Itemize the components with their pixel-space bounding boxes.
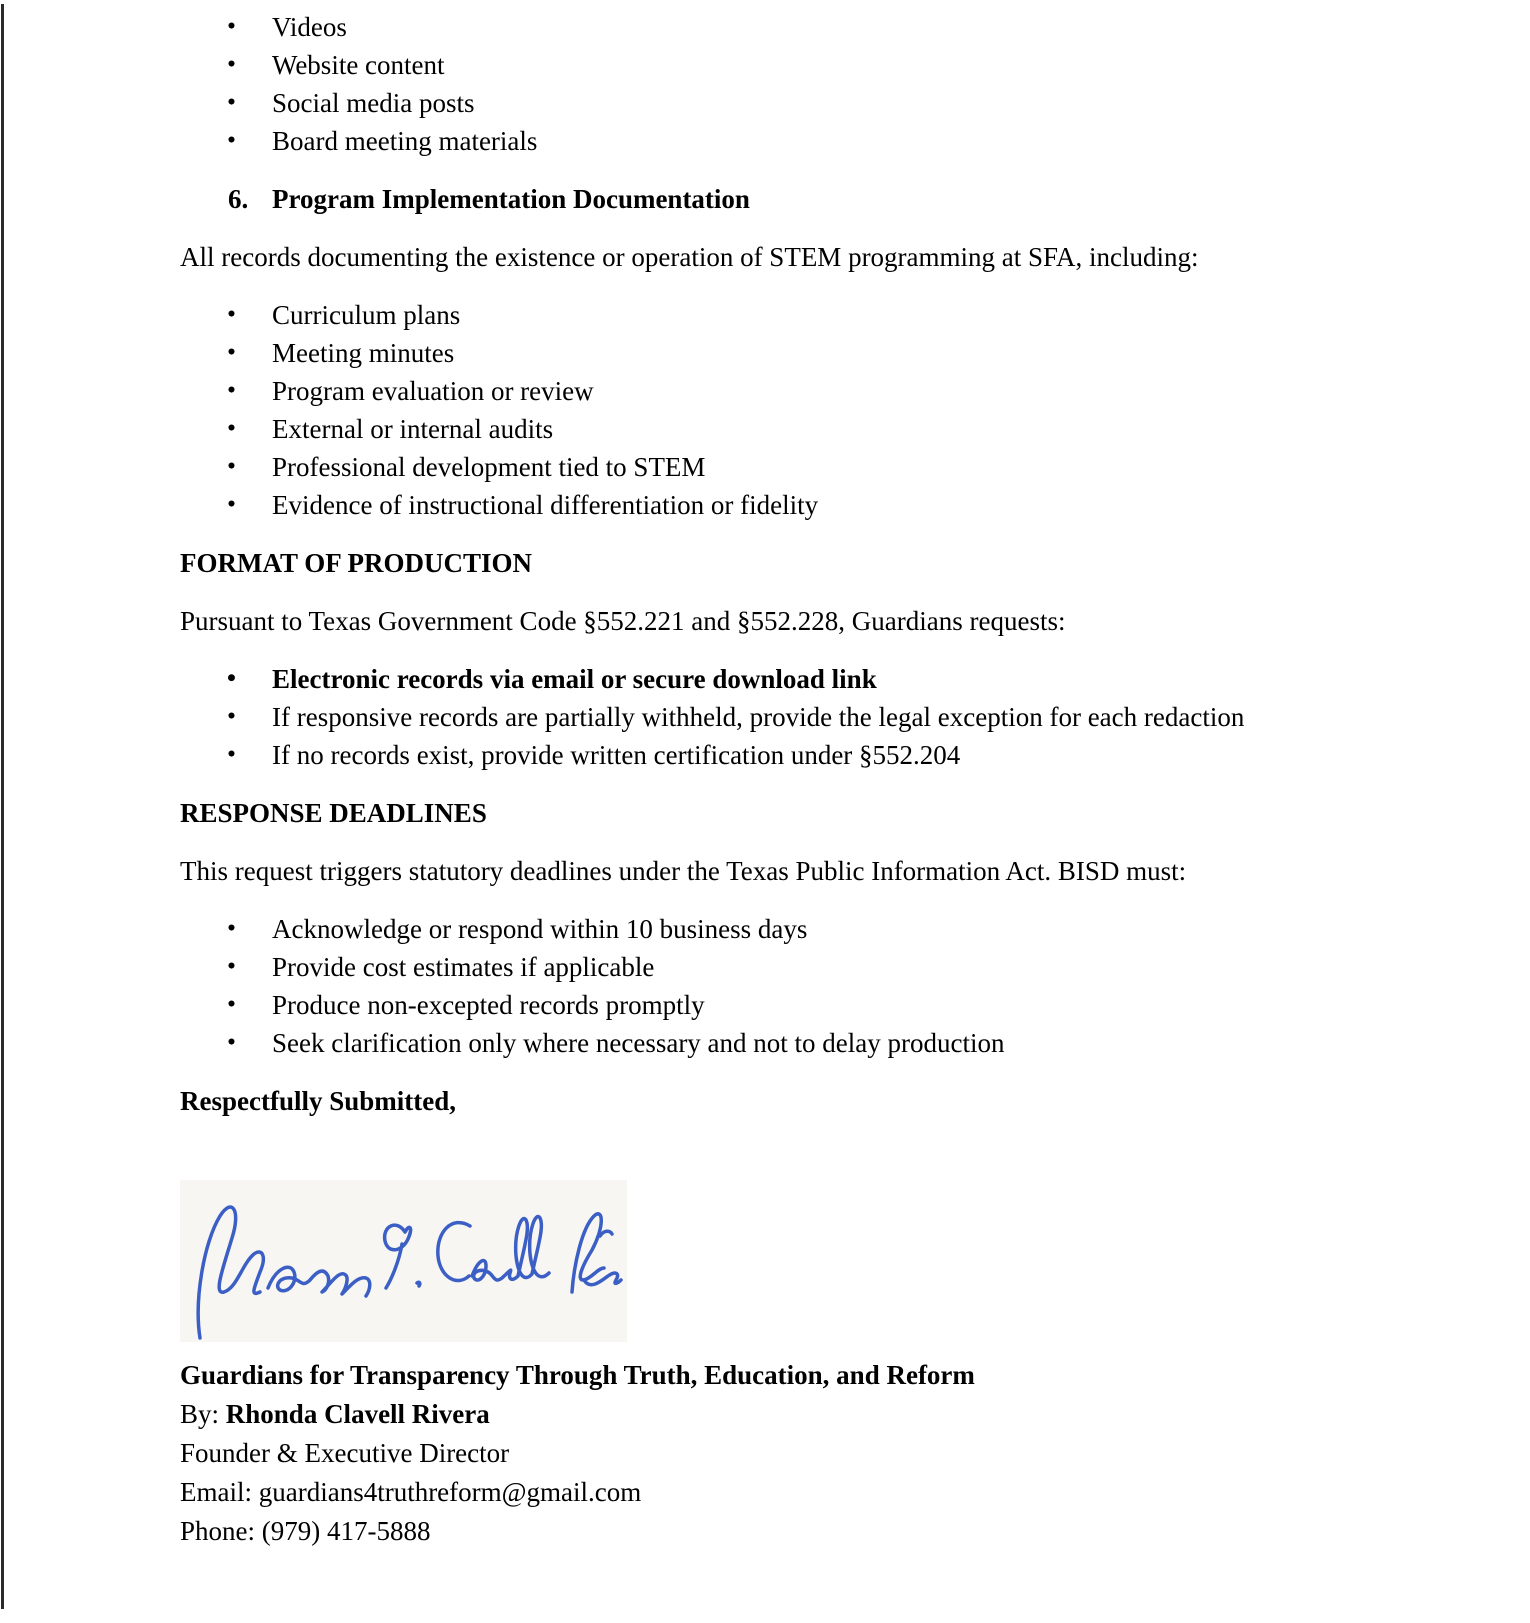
list-item: • Acknowledge or respond within 10 business days — [272, 910, 1380, 948]
section-title: Program Implementation Documentation — [272, 184, 750, 214]
section-heading-program-implementation — [180, 180, 1380, 218]
by-line — [180, 1395, 1380, 1434]
org-name: Guardians for Transparency Through Truth, Education, and Reform — [180, 1360, 975, 1390]
program-bullet-list — [180, 296, 1380, 524]
list-item: • Provide cost estimates if applicable — [272, 948, 1380, 986]
signature-image — [180, 1180, 627, 1342]
title-line: Founder & Executive Director — [180, 1438, 510, 1468]
section-number: 6. — [228, 184, 249, 214]
signoff-block — [180, 1356, 1380, 1551]
list-item: • Program evaluation or review — [272, 372, 1380, 410]
signature-panel — [180, 1180, 627, 1342]
list-item: • Electronic records via email or secure download link — [272, 660, 1380, 698]
list-item: • Social media posts — [272, 84, 1380, 122]
list-item: • External or internal audits — [272, 410, 1380, 448]
format-bullet-list — [180, 660, 1380, 774]
by-label: By: — [180, 1399, 226, 1429]
deadlines-paragraph: This request triggers statutory deadlines under the Texas Public Information Act. BISD must: — [180, 856, 1187, 886]
list-item: • Professional development tied to STEM — [272, 448, 1380, 486]
list-item: • If no records exist, provide written certification under §552.204 — [272, 736, 1380, 774]
email-line: Email: guardians4truthreform@gmail.com — [180, 1477, 642, 1507]
list-item: • If responsive records are partially withheld, provide the legal exception for each redaction — [272, 698, 1380, 736]
format-paragraph: Pursuant to Texas Government Code §552.221 and §552.228, Guardians requests: — [180, 606, 1066, 636]
program-paragraph: All records documenting the existence or operation of STEM programming at SFA, including: — [180, 242, 1199, 272]
closing-line: Respectfully Submitted, — [180, 1086, 456, 1116]
section-heading-response-deadlines: RESPONSE DEADLINES — [180, 798, 487, 828]
intro-bullet-list — [180, 8, 1380, 160]
list-item: • Evidence of instructional differentiation or fidelity — [272, 486, 1380, 524]
phone-line: Phone: (979) 417-5888 — [180, 1516, 431, 1546]
list-item: • Board meeting materials — [272, 122, 1380, 160]
list-item: • Produce non-excepted records promptly — [272, 986, 1380, 1024]
section-heading-format-of-production: FORMAT OF PRODUCTION — [180, 548, 532, 578]
deadlines-bullet-list — [180, 910, 1380, 1062]
list-item: • Seek clarification only where necessary and not to delay production — [272, 1024, 1380, 1062]
by-name: Rhonda Clavell Rivera — [225, 1399, 490, 1429]
list-item: • Videos — [272, 8, 1380, 46]
list-item: • Curriculum plans — [272, 296, 1380, 334]
list-item: • Website content — [272, 46, 1380, 84]
list-item: • Meeting minutes — [272, 334, 1380, 372]
